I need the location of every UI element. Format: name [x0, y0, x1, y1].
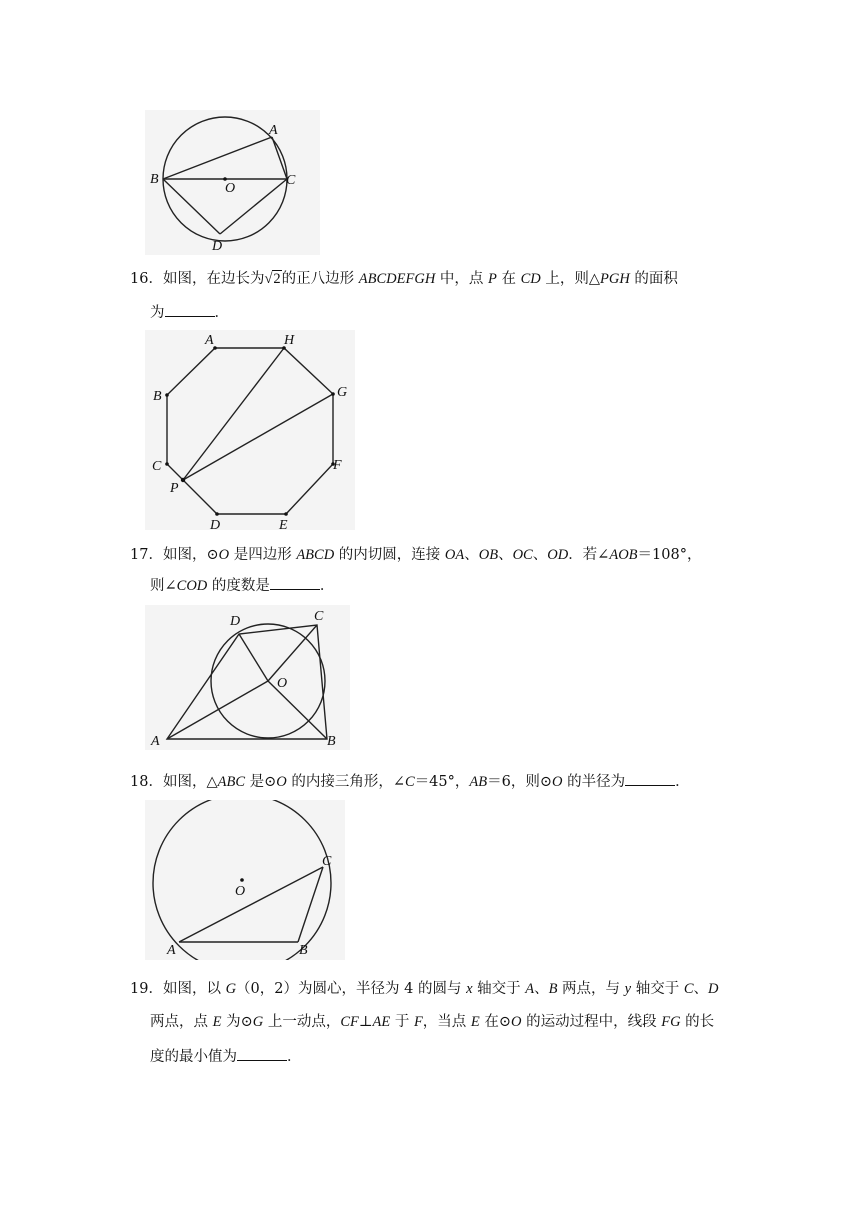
q16-number: 16． — [130, 271, 163, 287]
q16-dot-d — [215, 512, 219, 516]
q16-figure — [145, 330, 355, 530]
q17-figure — [145, 605, 350, 750]
q17-answer-blank[interactable] — [270, 575, 320, 590]
q17-label-d: D — [230, 614, 241, 629]
q16-label-d: D — [210, 518, 221, 530]
q15-label-a: A — [269, 123, 278, 138]
q16-dot-e — [284, 512, 288, 516]
q16-answer-blank[interactable] — [165, 302, 215, 317]
q16-dot-a — [213, 346, 217, 350]
q16-text-1: 如图，在边长为 — [162, 271, 265, 287]
q16-dot-g — [331, 392, 335, 396]
q15-label-c: C — [286, 173, 296, 188]
q17-label-o: O — [277, 676, 288, 691]
q15-label-d: D — [212, 239, 223, 254]
q16-label-p: P — [170, 481, 179, 496]
q15-label-b: B — [150, 172, 159, 187]
q15-figure — [145, 110, 320, 255]
q15-label-o: O — [225, 181, 236, 196]
q16-line-2: 为 ． — [150, 302, 229, 323]
q18-answer-blank[interactable] — [625, 771, 675, 786]
q16-dot-b — [165, 393, 169, 397]
q19-line-3: 度的最小值为 ． — [150, 1046, 302, 1067]
q16-label-f: F — [333, 458, 342, 473]
q17-label-b: B — [327, 734, 336, 749]
q18-label-c: C — [322, 854, 332, 869]
q16-dot-p — [181, 478, 185, 482]
q17-line-1: 17．如图，⊙O 是四边形 ABCD 的内切圆，连接 OA、OB、OC、OD．若∠AOB＝108°， — [130, 547, 702, 563]
q16-label-c: C — [152, 459, 162, 474]
q18-figure — [145, 800, 345, 960]
q18-label-o: O — [235, 884, 246, 899]
q18-label-a: A — [167, 943, 176, 958]
q18-label-b: B — [299, 943, 308, 958]
q16-label-e: E — [279, 518, 288, 530]
q17-label-c: C — [314, 609, 324, 624]
q16-label-a: A — [205, 333, 214, 348]
q16-label-g: G — [337, 385, 348, 400]
q19-answer-blank[interactable] — [237, 1046, 287, 1061]
q17-label-a: A — [151, 734, 160, 749]
q19-line-2: 两点，点 E 为⊙G 上一动点，CF⊥AE 于 F，当点 E 在⊙O 的运动过程中，线段 FG 的长 — [150, 1014, 715, 1030]
q16-dot-c — [165, 462, 169, 466]
q18-line-1: 18．如图，△ABC 是⊙O 的内接三角形，∠C＝45°，AB＝6，则⊙O 的半径为 ． — [130, 771, 690, 792]
q16-label-h: H — [284, 333, 295, 348]
q16-sqrt-2: √2 — [264, 271, 281, 287]
q19-line-1: 19．如图，以 G（0，2）为圆心，半径为 4 的圆与 x 轴交于 A、B 两点，与 y 轴交于 C、D — [130, 981, 719, 997]
q16-line-1: 16．如图，在边长为√2的正八边形 ABCDEFGH 中，点 P 在 CD 上，则△PGH 的面积 — [130, 271, 678, 287]
q16-label-b: B — [153, 389, 162, 404]
q18-center-dot — [240, 878, 244, 882]
q17-line-2: 则∠COD 的度数是 ． — [150, 575, 334, 596]
